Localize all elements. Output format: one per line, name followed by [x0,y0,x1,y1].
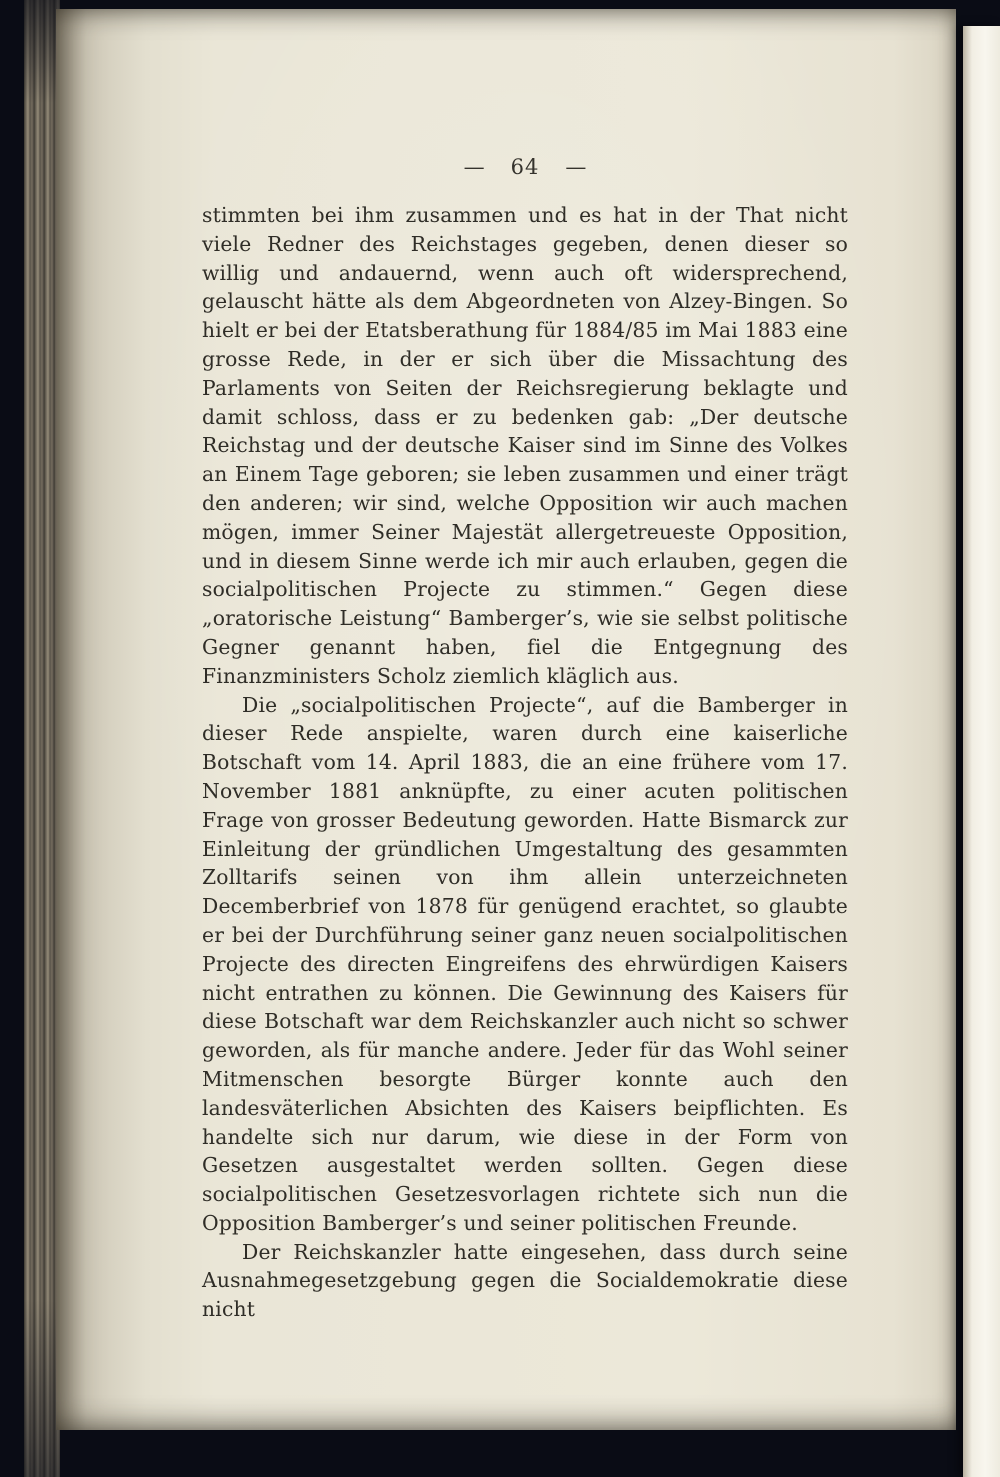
paragraph-1: stimmten bei ihm zusammen und es hat in der That nicht viele Redner des Reichstages gegeben, denen dieser so willig und andauernd, wenn auch oft widersprechend, gelauscht hätte als dem Abgeordneten von Alzey-Bingen. So hielt er bei der Etatsberathung für 1884/85 im Mai 1883 eine grosse Rede, in der er sich über die Missachtung des Parlaments von Seiten der Reichsregierung beklagte und damit schloss, dass er zu bedenken gab: „Der deutsche Reichstag und der deutsche Kaiser sind im Sinne des Volkes an Einem Tage geboren; sie leben zusammen und einer trägt den anderen; wir sind, welche Opposition wir auch machen mögen, immer Seiner Majestät allergetreueste Opposition, und in diesem Sinne werde ich mir auch erlauben, gegen die socialpolitischen Projecte zu stimmen.“ Gegen diese „oratorische Leistung“ Bamberger’s, wie sie selbst politische Gegner genannt haben, fiel die Entgegnung des Finanzministers Scholz ziemlich kläglich aus. [202,203,848,688]
page-number: 64 [510,155,540,179]
header-dash-right: — [565,155,587,179]
header-dash-left: — [463,155,485,179]
paragraph-2: Die „socialpolitischen Projecte“, auf die Bamberger in dieser Rede anspielte, waren durch eine kaiserliche Botschaft vom 14. April 1883, die an eine frühere vom 17. November 1881 anknüpfte, zu einer acuten politischen Frage von grosser Bedeutung geworden. Hatte Bismarck zur Einleitung der gründlichen Umgestaltung des gesammten Zolltarifs seinen von ihm allein unterzeichneten Decemberbrief von 1878 für genügend erachtet, so glaubte er bei der Durchführung seiner ganz neuen socialpolitischen Projecte des directen Eingreifens des ehrwürdigen Kaisers nicht entrathen zu können. Die Gewinnung des Kaisers für diese Botschaft war dem Reichskanzler auch nicht so schwer geworden, als für manche andere. Jeder für das Wohl seiner Mitmenschen besorgte Bürger konnte auch den landesväterlichen Absichten des Kaisers beipflichten. Es handelte sich nur darum, wie diese in der Form von Gesetzen ausgestaltet werden sollten. Gegen diese socialpolitischen Gesetzesvorlagen richtete sich nun die Opposition Bamberger’s und seiner politischen Freunde. [202,692,848,1235]
book-page [56,9,956,1430]
page-header [202,155,848,179]
paragraph-3: Der Reichskanzler hatte eingesehen, dass durch seine Ausnahmegesetzgebung gegen die Socialdemokratie diese nicht [202,1239,848,1322]
next-page-edge [963,26,1000,1477]
book-gutter-page-edges [24,0,60,1477]
page-text [202,201,848,1324]
